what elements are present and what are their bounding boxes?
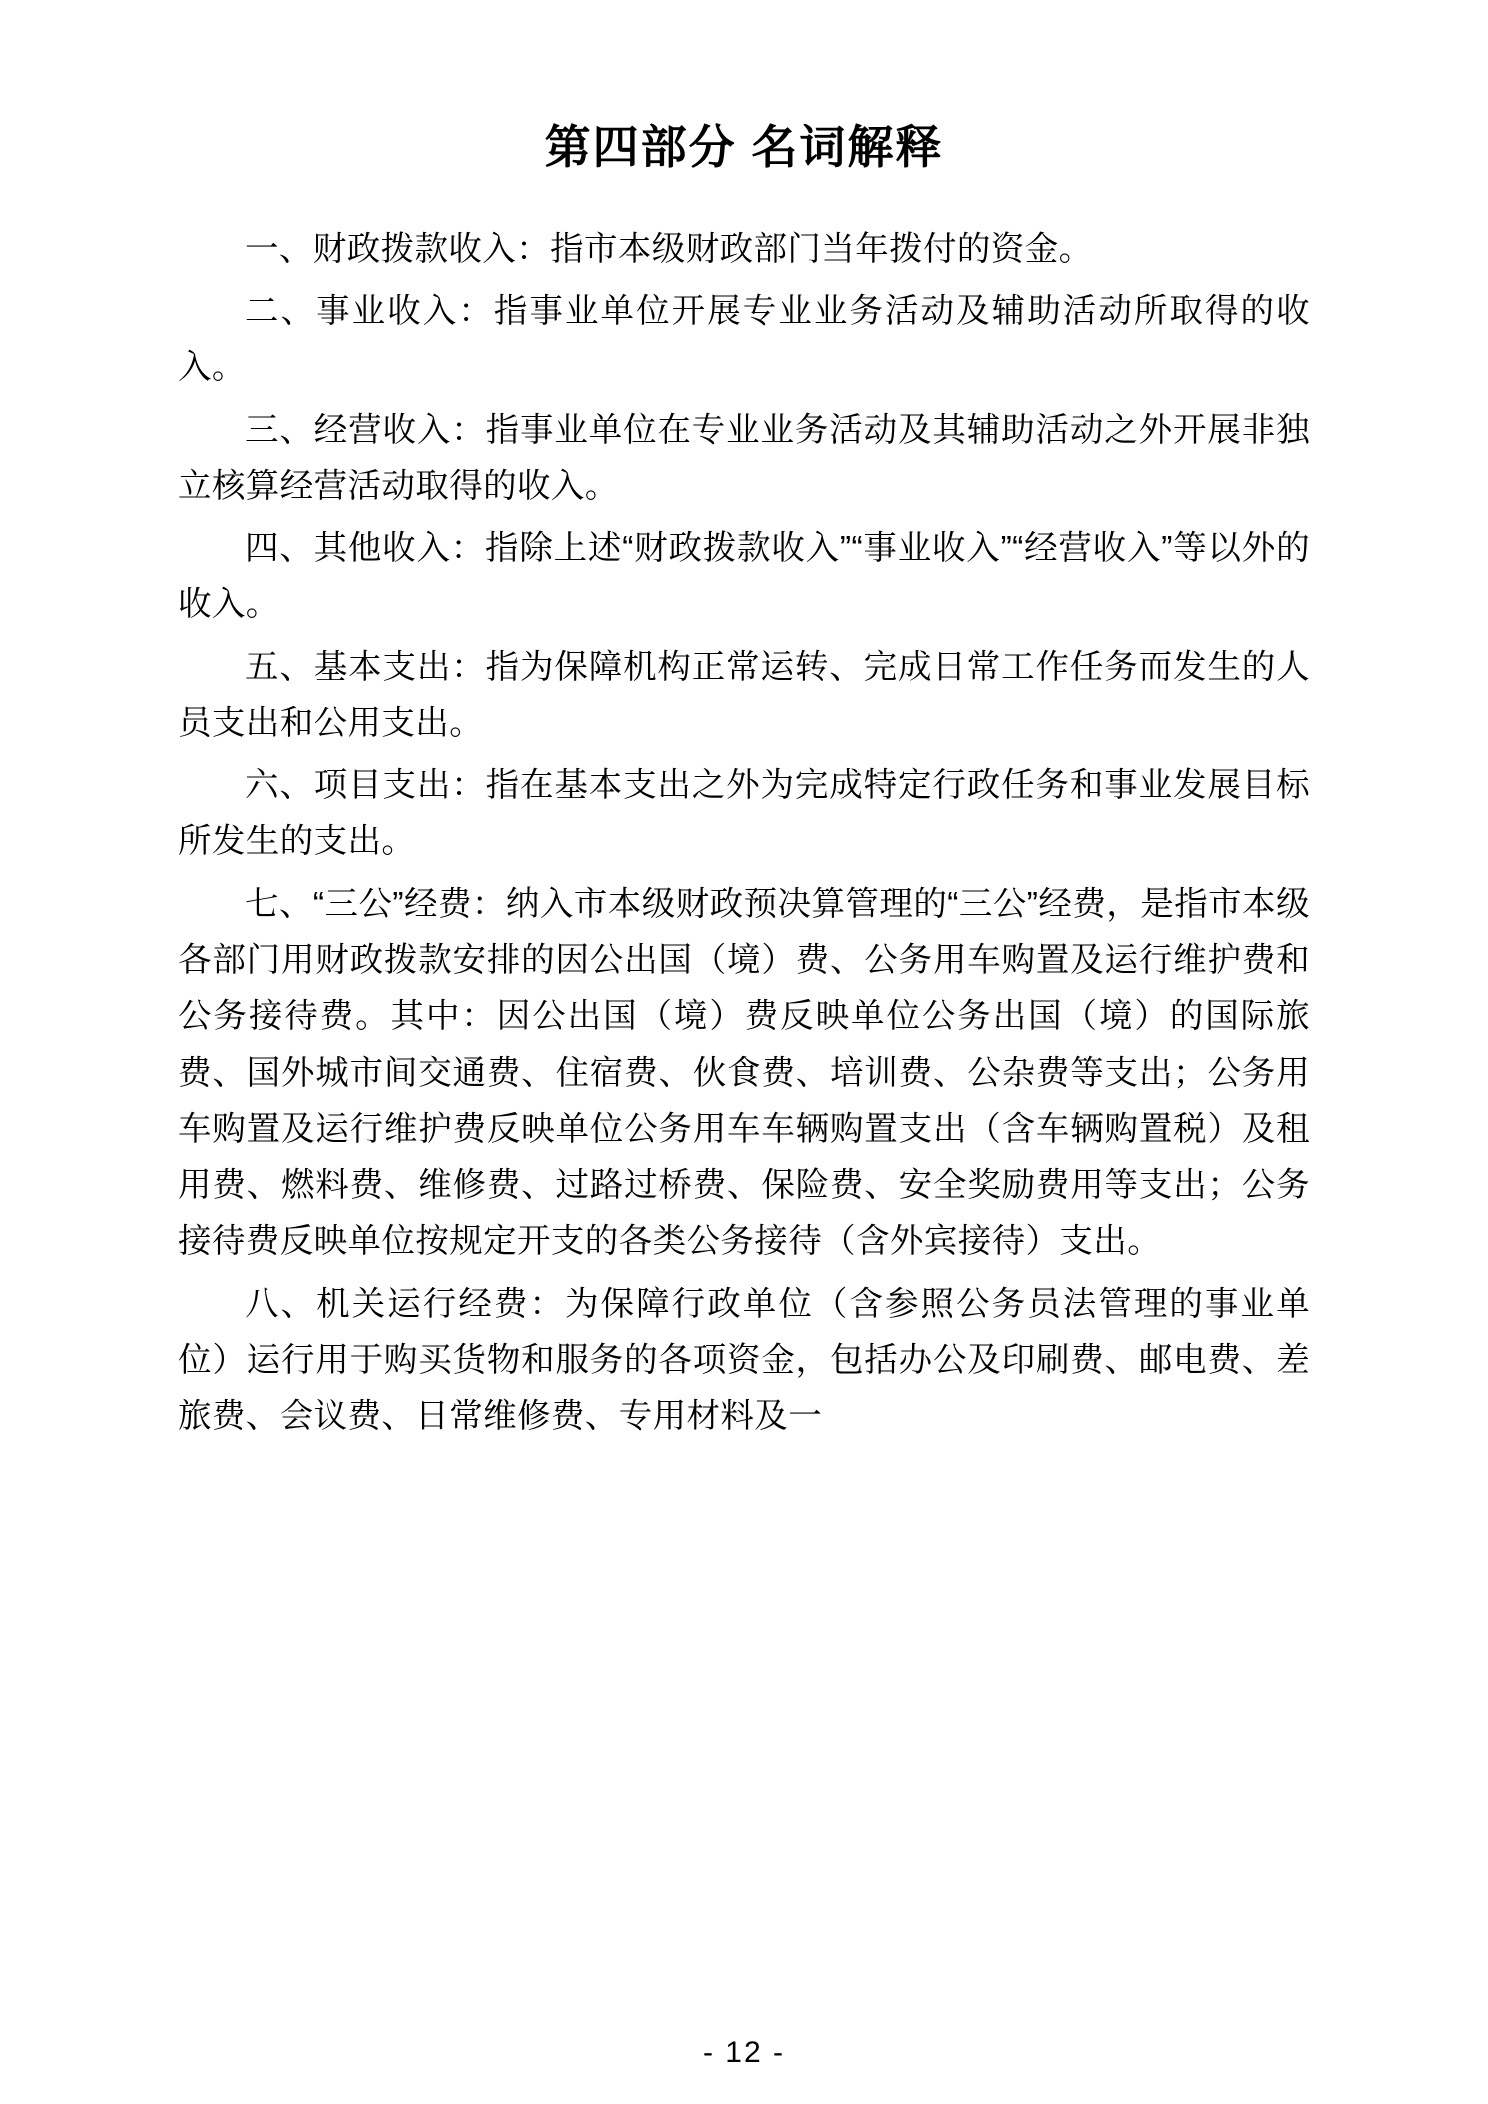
paragraph-item-3: 三、经营收入：指事业单位在专业业务活动及其辅助活动之外开展非独立核算经营活动取得的收入。	[178, 411, 1310, 505]
paragraph-item-1: 一、财政拨款收入：指市本级财政部门当年拨付的资金。	[245, 230, 1093, 268]
paragraph-item-7: 七、“三公”经费：纳入市本级财政预决算管理的“三公”经费，是指市本级各部门用财政拨款安排的因公出国（境）费、公务用车购置及运行维护费和公务接待费。其中：因公出国（境）费反映单位公务出国（境）的国际旅费、国外城市间交通费、住宿费、伙食费、培训费、公杂费等支出；公务用车购置及运行维护费反映单位公务用车车辆购置支出（含车辆购置税）及租用费、燃料费、维修费、过路过桥费、保险费、安全奖励费用等支出；公务接待费反映单位按规定开支的各类公务接待（含外宾接待）支出。	[178, 885, 1310, 1261]
paragraph-item-5: 五、基本支出：指为保障机构正常运转、完成日常工作任务而发生的人员支出和公用支出。	[178, 648, 1310, 742]
page-number: - 12 -	[702, 2036, 786, 2069]
paragraph-item-4: 四、其他收入：指除上述“财政拨款收入”“事业收入”“经营收入”等以外的收入。	[178, 530, 1310, 624]
paragraph-item-8: 八、机关运行经费：为保障行政单位（含参照公务员法管理的事业单位）运行用于购买货物和服务的各项资金，包括办公及印刷费、邮电费、差旅费、会议费、日常维修费、专用材料及一	[178, 1285, 1310, 1436]
paragraph-item-2: 二、事业收入：指事业单位开展专业业务活动及辅助活动所取得的收入。	[178, 293, 1310, 387]
page-title: 第四部分 名词解释	[544, 121, 944, 173]
paragraph-item-6: 六、项目支出：指在基本支出之外为完成特定行政任务和事业发展目标所发生的支出。	[178, 767, 1310, 861]
